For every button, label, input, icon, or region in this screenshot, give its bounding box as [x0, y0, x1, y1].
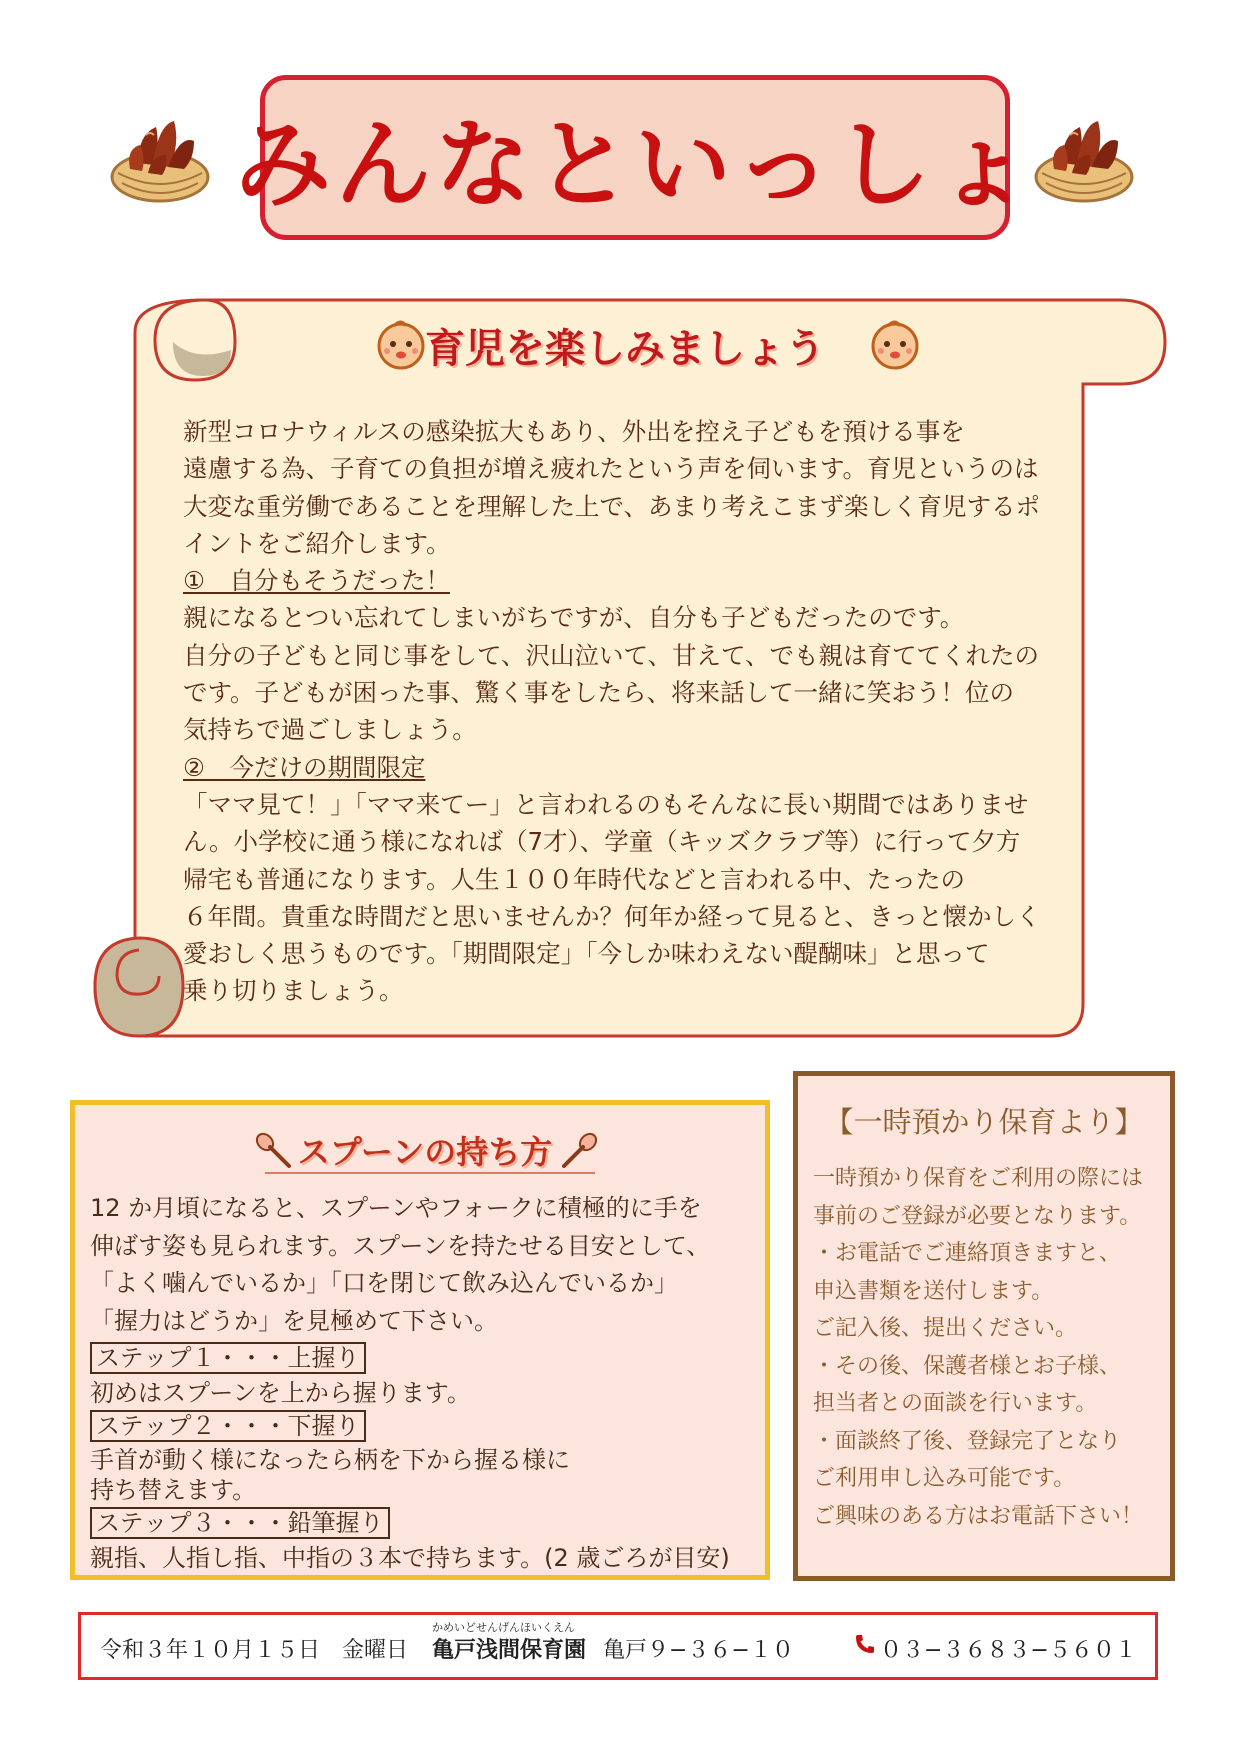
- phone-icon: [853, 1632, 877, 1656]
- body-line: 持ち替えます。: [90, 1476, 257, 1504]
- nursery-address: 亀戸９−３６−１０: [603, 1638, 794, 1663]
- care-line: ・その後、保護者様とお子様、: [813, 1353, 1122, 1379]
- step3-label: ステップ３・・・鉛筆握り: [90, 1507, 390, 1539]
- body-line: 気持ちで過ごしましょう。: [183, 715, 477, 745]
- body-line: 遠慮する為、子育ての負担が増え疲れたという声を伺います。育児というのは: [183, 454, 1039, 484]
- care-body: [813, 1160, 1163, 1535]
- step2-label: ステップ２・・・下握り: [90, 1410, 366, 1442]
- step1-label: ステップ１・・・上握り: [90, 1342, 366, 1374]
- body-line: 愛おしく思うものです。「期間限定」「今しか味わえない醍醐味」と思って: [183, 939, 990, 969]
- care-line: ・お電話でご連絡頂きますと、: [813, 1241, 1122, 1266]
- spoon-body: [90, 1190, 760, 1573]
- title-banner: [235, 75, 1035, 240]
- care-line: 申込書類を送付します。: [813, 1278, 1054, 1304]
- scroll-body: [183, 413, 1083, 1010]
- nursery-name: 亀戸浅間保育園: [432, 1638, 587, 1663]
- care-line: ご興味のある方はお電話下さい！: [813, 1503, 1144, 1529]
- body-line: 新型コロナウィルスの感染拡大もあり、外出を控え子どもを預ける事を: [183, 417, 965, 446]
- scroll-heading-text: 育児を楽しみましょう: [425, 325, 825, 372]
- body-line: ん。小学校に通う様になれば（7才）、学童（キッズクラブ等）に行って夕方: [183, 827, 1021, 857]
- care-line: ・面談終了後、登録完了となり: [813, 1428, 1122, 1454]
- point1-heading: ① 自分もそうだった！: [183, 566, 450, 596]
- spoon-heading-text: スプーンの持ち方: [297, 1133, 553, 1171]
- body-line: 初めはスプーンを上から握ります。: [90, 1378, 471, 1407]
- care-line: 事前のご登録が必要となります。: [813, 1203, 1142, 1229]
- phone-number: ０３−３６８３−５６０１: [880, 1638, 1137, 1663]
- spoon-heading-underline: [265, 1172, 595, 1174]
- body-line: イントをご紹介します。: [183, 528, 451, 558]
- care-line: ご利用申し込み可能です。: [813, 1466, 1076, 1491]
- care-line: 一時預かり保育をご利用の際には: [813, 1166, 1144, 1191]
- point2-heading: ② 今だけの期間限定: [183, 752, 426, 782]
- baby-face-icon: [868, 318, 922, 372]
- body-line: 帰宅も普通になります。人生１００年時代などと言われる中、たったの: [183, 864, 966, 894]
- body-line: 親になるとつい忘れてしまいがちですが、自分も子どもだったのです。: [183, 603, 965, 633]
- care-line: 担当者との面談を行います。: [813, 1391, 1098, 1416]
- body-line: です。子どもが困った事、驚く事をしたら、将来話して一緒に笑おう！位の: [183, 678, 1015, 708]
- body-line: 「ママ見て！」「ママ来てー」と言われるのもそんなに長い期間ではありませ: [183, 789, 1029, 819]
- nursery-ruby: かめいどせんげんほいくえん: [432, 1621, 575, 1634]
- body-line: 自分の子どもと同じ事をして、沢山泣いて、甘えて、でも親は育ててくれたの: [183, 640, 1040, 670]
- body-line: 伸ばす姿も見られます。スプーンを持たせる目安として、: [90, 1231, 711, 1260]
- body-line: ６年間。貴重な時間だと思いませんか？何年か経って見ると、きっと懐かしく: [183, 901, 1041, 931]
- scroll-heading: [375, 310, 875, 380]
- body-line: 12 か月頃になると、スプーンやフォークに積極的に手を: [90, 1194, 702, 1222]
- chestnut-basket-icon: [1032, 105, 1137, 205]
- body-line: 親指、人指し指、中指の３本で持ちます。(2 歳ごろが目安): [90, 1543, 730, 1572]
- body-line: 手首が動く様になったら柄を下から握る様に: [90, 1446, 570, 1474]
- footer-date: 令和３年１０月１５日 金曜日: [100, 1638, 409, 1663]
- page-title: みんなといっしょ: [235, 109, 1035, 221]
- care-heading: 【一時預かり保育より】: [824, 1105, 1144, 1139]
- body-line: 乗り切りましょう。: [183, 976, 404, 1006]
- body-line: 大変な重労働であることを理解した上で、あまり考えこまず楽しく育児するポ: [183, 491, 1041, 521]
- body-line: 「握力はどうか」を見極めて下さい。: [90, 1306, 498, 1335]
- care-line: ご記入後、提出ください。: [813, 1316, 1078, 1341]
- spoon-heading: [255, 1125, 595, 1175]
- chestnut-basket-icon: [108, 105, 213, 205]
- body-line: 「よく噛んでいるか」「口を閉じて飲み込んでいるか」: [90, 1269, 678, 1297]
